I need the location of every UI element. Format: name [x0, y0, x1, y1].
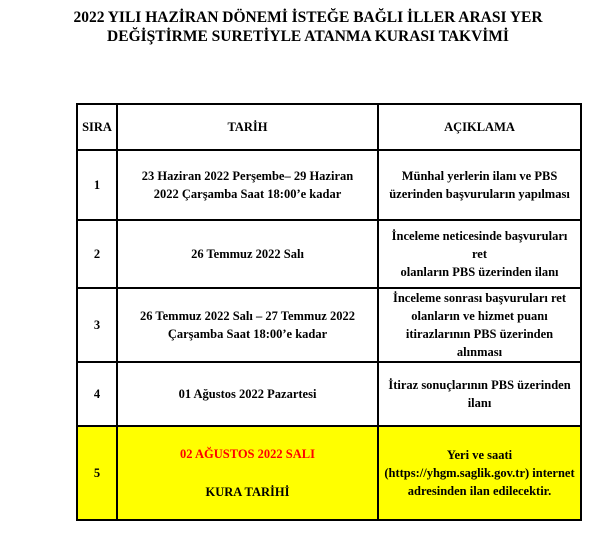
- row-description: [378, 220, 581, 288]
- row-description: [378, 426, 581, 520]
- draw-date: 02 AĞUSTOS 2022 SALI: [180, 447, 315, 461]
- row-date: [117, 220, 378, 288]
- date-line: 26 Temmuz 2022 Salı: [191, 247, 304, 261]
- row-number: 4: [77, 362, 117, 426]
- description-line: İnceleme sonrası başvuruları ret: [392, 291, 567, 305]
- table-row: [77, 288, 581, 362]
- row-number: 2: [77, 220, 117, 288]
- date-line: 2022 Çarşamba Saat 18:00’e kadar: [153, 187, 342, 201]
- title-line-2: DEĞİŞTİRME SURETİYLE ATANMA KURASI TAKVİMİ: [107, 28, 509, 45]
- date-line: 23 Haziran 2022 Perşembe– 29 Haziran: [141, 169, 354, 183]
- title-line-1: 2022 YILI HAZİRAN DÖNEMİ İSTEĞE BAĞLI İLLER ARASI YER: [73, 9, 543, 26]
- row-number: 1: [77, 150, 117, 220]
- table-header-row: [77, 104, 581, 150]
- table-row: [77, 362, 581, 426]
- table-row: [77, 150, 581, 220]
- description-line: adresinden ilan edilecektir.: [407, 484, 552, 498]
- date-line: 01 Ağustos 2022 Pazartesi: [178, 387, 317, 401]
- row-description: [378, 362, 581, 426]
- description-line: itirazlarının PBS üzerinden alınması: [405, 327, 554, 359]
- row-description: [378, 288, 581, 362]
- description-line: İtiraz sonuçlarının PBS üzerinden: [388, 378, 571, 392]
- date-line: 26 Temmuz 2022 Salı – 27 Temmuz 2022: [140, 309, 355, 323]
- description-line: (https://yhgm.saglik.gov.tr) internet: [384, 466, 575, 480]
- document-title: [0, 8, 616, 46]
- date-line: Çarşamba Saat 18:00’e kadar: [167, 327, 328, 341]
- row-number: 3: [77, 288, 117, 362]
- draw-date-label: KURA TARİHİ: [205, 485, 290, 499]
- row-date: [117, 150, 378, 220]
- description-line: Münhal yerlerin ilanı ve PBS: [401, 169, 558, 183]
- description-line: ilanı: [467, 396, 492, 410]
- row-date: [117, 426, 378, 520]
- row-number: 5: [77, 426, 117, 520]
- schedule-table: [76, 103, 582, 521]
- table-row-highlighted: [77, 426, 581, 520]
- description-line: İnceleme neticesinde başvuruları ret: [391, 229, 568, 261]
- header-tarih: TARİH: [117, 104, 378, 150]
- header-aciklama: AÇIKLAMA: [378, 104, 581, 150]
- header-sira: SIRA: [77, 104, 117, 150]
- description-line: üzerinden başvuruların yapılması: [389, 187, 570, 201]
- row-description: [378, 150, 581, 220]
- row-date: [117, 362, 378, 426]
- table-row: [77, 220, 581, 288]
- row-date: [117, 288, 378, 362]
- description-line: olanların PBS üzerinden ilanı: [400, 265, 559, 279]
- description-line: olanların ve hizmet puanı: [411, 309, 548, 323]
- description-line: Yeri ve saati: [446, 448, 513, 462]
